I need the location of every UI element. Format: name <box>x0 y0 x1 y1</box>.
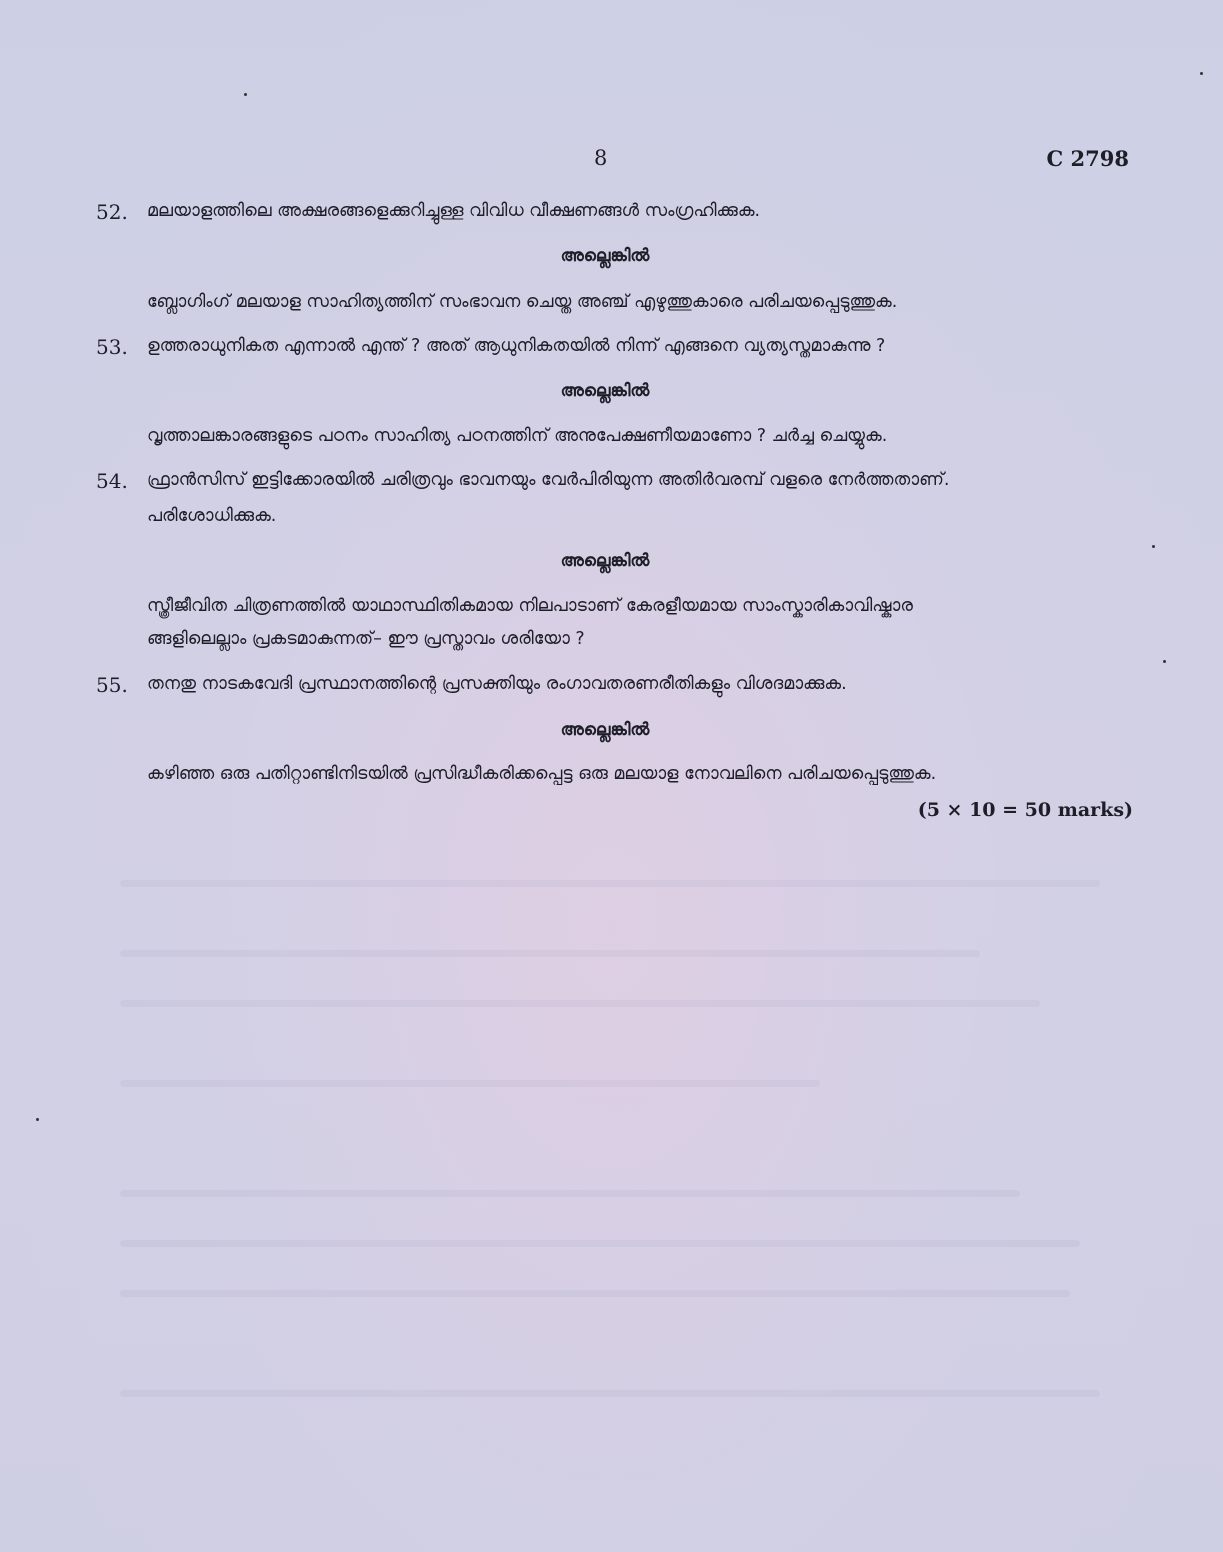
speck <box>1152 545 1155 548</box>
alternative-question-text: ങ്ങളിലെല്ലാം പ്രകടമാകുന്നത്– ഈ പ്രസ്താവം ശരിയോ ? <box>147 629 585 649</box>
or-label: അല്ലെങ്കിൽ <box>560 381 650 401</box>
alternative-question-text: സ്ത്രീജീവിത ചിത്രണത്തിൽ യാഥാസ്ഥിതികമായ നിലപാടാണ് കേരളീയമായ സാംസ്കാരികാവിഷ്കാര <box>147 596 913 616</box>
alternative-question-text: വൃത്താലങ്കാരങ്ങളുടെ പഠനം സാഹിത്യ പഠനത്തിന് അനുപേക്ഷണീയമാണോ ? ചർച്ച ചെയ്യുക. <box>147 426 888 446</box>
question-text: പരിശോധിക്കുക. <box>147 506 277 526</box>
speck <box>36 1118 39 1121</box>
speck <box>1163 660 1166 663</box>
question-number: 53. <box>96 335 128 359</box>
page-number: 8 <box>594 146 608 170</box>
show-through-line <box>120 1190 1020 1197</box>
question-text: ഫ്രാൻസിസ് ഇട്ടിക്കോരയിൽ ചരിത്രവും ഭാവനയും വേർപിരിയുന്ന അതിർവരമ്പ് വളരെ നേർത്തതാണ്. <box>147 470 950 490</box>
question-text: മലയാളത്തിലെ അക്ഷരങ്ങളെക്കുറിച്ചുള്ള വിവിധ വീക്ഷണങ്ങൾ സംഗ്രഹിക്കുക. <box>147 201 761 221</box>
question-number: 55. <box>96 673 128 697</box>
show-through-line <box>120 880 1100 887</box>
show-through-line <box>120 1390 1100 1397</box>
show-through-line <box>120 1000 1040 1007</box>
alternative-question-text: ബ്ലോഗിംഗ് മലയാള സാഹിത്യത്തിന് സംഭാവന ചെയ്ത അഞ്ച് എഴുത്തുകാരെ പരിചയപ്പെടുത്തുക. <box>147 292 898 312</box>
or-label: അല്ലെങ്കിൽ <box>560 551 650 571</box>
show-through-line <box>120 1240 1080 1247</box>
show-through-line <box>120 950 980 957</box>
speck <box>244 93 247 96</box>
alternative-question-text: കഴിഞ്ഞ ഒരു പതിറ്റാണ്ടിനിടയിൽ പ്രസിദ്ധീകരിക്കപ്പെട്ട ഒരു മലയാള നോവലിനെ പരിചയപ്പെടുത്തുക. <box>147 764 937 784</box>
or-label: അല്ലെങ്കിൽ <box>560 720 650 740</box>
marks-allocation: (5 × 10 = 50 marks) <box>917 799 1133 821</box>
paper-code: C 2798 <box>1046 146 1129 171</box>
question-number: 52. <box>96 200 128 224</box>
question-number: 54. <box>96 469 128 493</box>
show-through-line <box>120 1080 820 1087</box>
show-through-line <box>120 1290 1070 1297</box>
or-label: അല്ലെങ്കിൽ <box>560 246 650 266</box>
question-text: തനതു നാടകവേദി പ്രസ്ഥാനത്തിന്റെ പ്രസക്തിയും രംഗാവതരണരീതികളും വിശദമാക്കുക. <box>147 674 847 694</box>
speck <box>1200 72 1203 75</box>
question-text: ഉത്തരാധുനികത എന്നാൽ എന്ത് ? അത് ആധുനികതയിൽ നിന്ന് എങ്ങനെ വ്യത്യസ്തമാകുന്നു ? <box>147 336 886 356</box>
